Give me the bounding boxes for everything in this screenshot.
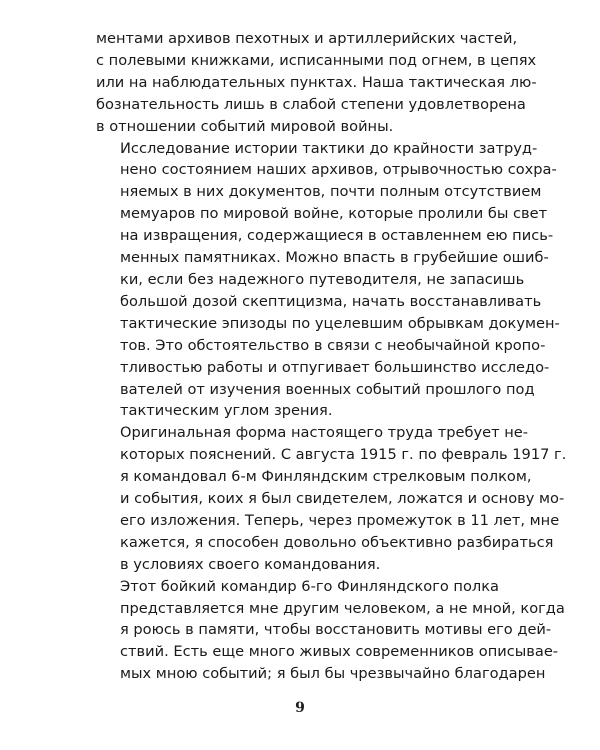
text-line: Оригинальная форма настоящего труда требует не-: [120, 424, 528, 442]
text-line: Исследование истории тактики до крайности затруд-: [120, 139, 538, 157]
text-line: тактическим углом зрения.: [120, 402, 333, 420]
text-line: кажется, я способен довольно объективно разбираться: [120, 533, 554, 551]
text-line: с полевыми книжками, исписанными под огнем, в цепях: [96, 51, 537, 69]
paragraph: [96, 422, 567, 575]
text-line: ки, если без надежного путеводителя, не запасишь: [120, 270, 525, 288]
body-text: [96, 28, 567, 685]
text-line: его изложения. Теперь, через промежуток в 11 лет, мне: [120, 511, 560, 529]
text-line: менных памятниках. Можно впасть в грубейшие ошиб-: [120, 249, 549, 267]
text-line: тливостью работы и отпугивает большинство исследо-: [120, 358, 550, 376]
text-line: ствий. Есть еще много живых современников описывае-: [120, 643, 559, 661]
text-line: или на наблюдательных пунктах. Наша тактическая лю-: [96, 73, 537, 91]
text-line: вателей от изучения военных событий прошлого под: [120, 380, 535, 398]
text-line: в условиях своего командования.: [120, 555, 381, 573]
text-line: я командовал 6-м Финляндским стрелковым полком,: [120, 468, 532, 486]
text-line: я роюсь в памяти, чтобы восстановить мотивы его дей-: [120, 621, 552, 639]
page-number: 9: [295, 700, 305, 716]
paragraph: [96, 28, 537, 138]
text-line: и события, коих я был свидетелем, ложатся и основу мо-: [120, 490, 565, 508]
paragraph: [96, 576, 565, 686]
paragraph: [96, 138, 560, 423]
text-line: мых мною событий; я был бы чрезвычайно благодарен: [120, 665, 546, 683]
text-line: на извращения, содержащиеся в оставленнем ею пись-: [120, 227, 554, 245]
text-line: бознательность лишь в слабой степени удовлетворена: [96, 95, 526, 113]
text-line: которых пояснений. С августа 1915 г. по февраль 1917 г.: [120, 446, 567, 464]
text-line: большой дозой скептицизма, начать восстанавливать: [120, 292, 542, 310]
text-line: представляется мне другим человеком, а не мной, когда: [120, 599, 565, 617]
text-line: няемых в них документов, почти полным отсутствием: [120, 183, 542, 201]
text-line: нено состоянием наших архивов, отрывочностью сохра-: [120, 161, 557, 179]
text-line: тов. Это обстоятельство в связи с необычайной кропо-: [120, 336, 546, 354]
text-line: ментами архивов пехотных и артиллерийских частей,: [96, 30, 518, 47]
text-line: Этот бойкий командир 6-го Финляндского полка: [120, 577, 499, 595]
text-line: тактические эпизоды по уцелевшим обрывкам докумен-: [120, 314, 560, 332]
text-line: мемуаров по мировой войне, которые пролили бы свет: [120, 205, 548, 223]
text-line: в отношении событий мировой войны.: [96, 117, 394, 135]
